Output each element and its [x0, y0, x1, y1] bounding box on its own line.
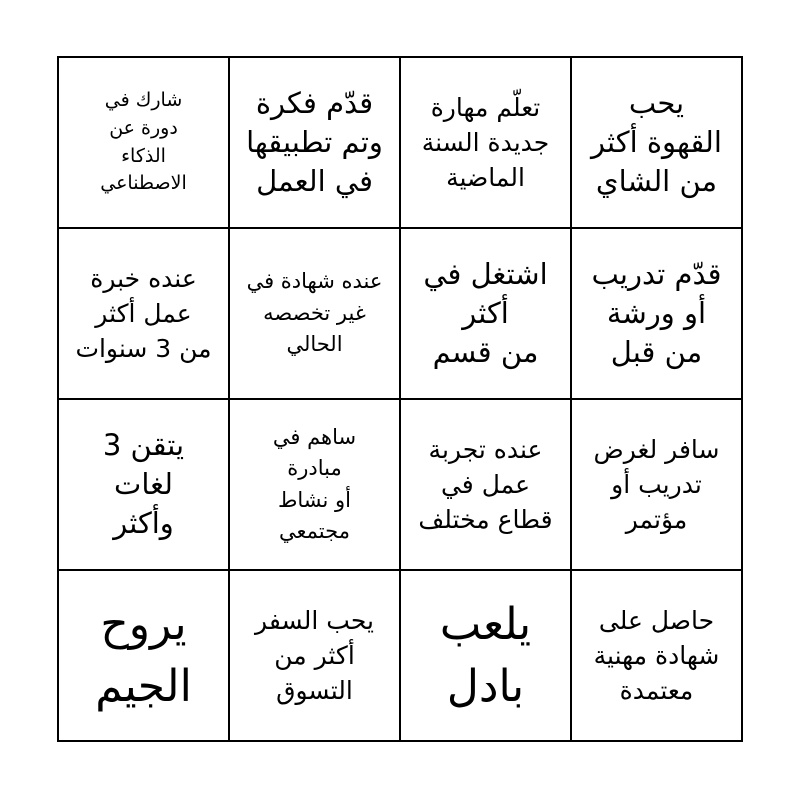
bingo-cell[interactable]	[571, 399, 742, 570]
cell-text: سافر لغرض تدريب أو مؤتمر	[593, 435, 720, 534]
bingo-cell[interactable]	[229, 399, 400, 570]
cell-text: عنده خبرة عمل أكثر من 3 سنوات	[75, 264, 212, 363]
bingo-cell[interactable]	[571, 570, 742, 741]
cell-text: شارك في دورة عن الذكاء الاصطناعي	[100, 89, 187, 195]
bingo-cell[interactable]	[400, 57, 571, 228]
cell-text: قدّم فكرة وتم تطبيقها في العمل	[246, 85, 383, 199]
bingo-cell[interactable]	[400, 570, 571, 741]
cell-text: عنده تجربة عمل في قطاع مختلف	[418, 435, 553, 534]
cell-text: حاصل على شهادة مهنية معتمدة	[593, 606, 720, 705]
bingo-board	[57, 56, 743, 742]
bingo-cell[interactable]	[571, 57, 742, 228]
cell-text: يتقن 3 لغات وأكثر	[102, 427, 185, 541]
bingo-cell[interactable]	[58, 57, 229, 228]
cell-text: يحب القهوة أكثر من الشاي	[591, 85, 722, 199]
bingo-cell[interactable]	[400, 228, 571, 399]
bingo-cell[interactable]	[58, 399, 229, 570]
cell-text: ساهم في مبادرة أو نشاط مجتمعي	[272, 424, 357, 543]
cell-text: يلعب بادل	[439, 598, 532, 712]
bingo-cell[interactable]	[400, 399, 571, 570]
bingo-cell[interactable]	[571, 228, 742, 399]
bingo-cell[interactable]	[229, 570, 400, 741]
bingo-cell[interactable]	[229, 228, 400, 399]
bingo-cell[interactable]	[58, 228, 229, 399]
cell-text: يحب السفر أكثر من التسوق	[255, 606, 374, 705]
bingo-cell[interactable]	[229, 57, 400, 228]
cell-text: اشتغل في أكثر من قسم	[423, 256, 548, 370]
bingo-cell[interactable]	[58, 570, 229, 741]
cell-text: قدّم تدريب أو ورشة من قبل	[591, 256, 722, 370]
cell-text: يروح الجيم	[95, 598, 192, 712]
cell-text: تعلّم مهارة جديدة السنة الماضية	[421, 93, 550, 192]
cell-text: عنده شهادة في غير تخصصه الحالي	[246, 269, 383, 357]
